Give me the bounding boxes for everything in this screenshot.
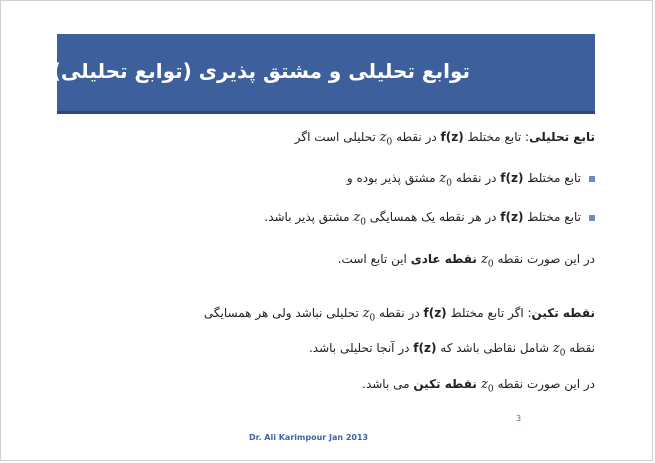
function-fz: f(z) [423,306,447,320]
definition-text: : تابع مختلط [463,130,530,144]
definition-text: در آنجا تحلیلی باشد. [308,341,414,355]
singular-definition-line2 [309,341,595,359]
definition-text: : اگر تابع مختلط [446,306,532,320]
bullet-icon [589,215,595,221]
definition-text: نقطه [565,341,595,355]
singular-point-statement [362,377,595,395]
title-bar [51,34,595,114]
statement-text: این تابع است. [337,252,411,266]
bullet-text: تابع مختلط [523,210,581,224]
definition-text: شامل نقاطی باشد که [436,341,553,355]
function-fz: f(z) [440,130,464,144]
page-number: 3 [516,414,522,423]
point-z0: $z_0$ [552,341,566,359]
definition-text: در نقطه [375,306,424,320]
point-z0: $z_0$ [439,171,453,189]
function-fz: f(z) [413,341,437,355]
singular-term: نقطه تکین [531,306,595,320]
singular-definition-line1 [204,306,595,324]
slide-title: توابع تحلیلی و مشتق پذیری (توابع تحلیلی) [51,59,470,83]
bullet-text: تابع مختلط [523,171,581,185]
analytic-term: تابع تحلیلی [529,130,595,144]
bullet-text: مشتق پذیر بوده و [346,171,440,185]
bullet-item [264,210,595,228]
ordinary-point-term: نقطه عادی [410,252,482,266]
analytic-definition [295,130,595,148]
function-fz: f(z) [500,171,524,185]
point-z0: $z_0$ [379,130,393,148]
bullet-text: در نقطه [452,171,501,185]
definition-text: در نقطه [392,130,441,144]
bullet-text: در هر نقطه یک همسایگی [365,210,501,224]
footer-credit: Dr. Ali Karimpour Jan 2013 [249,433,369,442]
point-z0: $z_0$ [362,306,376,324]
function-fz: f(z) [500,210,524,224]
bullet-item [347,171,595,189]
point-z0: $z_0$ [353,210,366,228]
statement-text: در این صورت نقطه [493,377,595,391]
ordinary-point-statement [338,252,595,270]
point-z0: $z_0$ [481,377,494,395]
definition-text: تحلیلی است اگر [294,130,380,144]
definition-text: تحلیلی نباشد ولی هر همسایگی [203,306,363,320]
bullet-icon [589,176,595,182]
bullet-text: مشتق پذیر باشد. [264,210,354,224]
point-z0: $z_0$ [481,252,494,270]
statement-text: در این صورت نقطه [493,252,595,266]
singular-point-term: نقطه تکین [413,377,482,391]
statement-text: می باشد. [362,377,414,391]
